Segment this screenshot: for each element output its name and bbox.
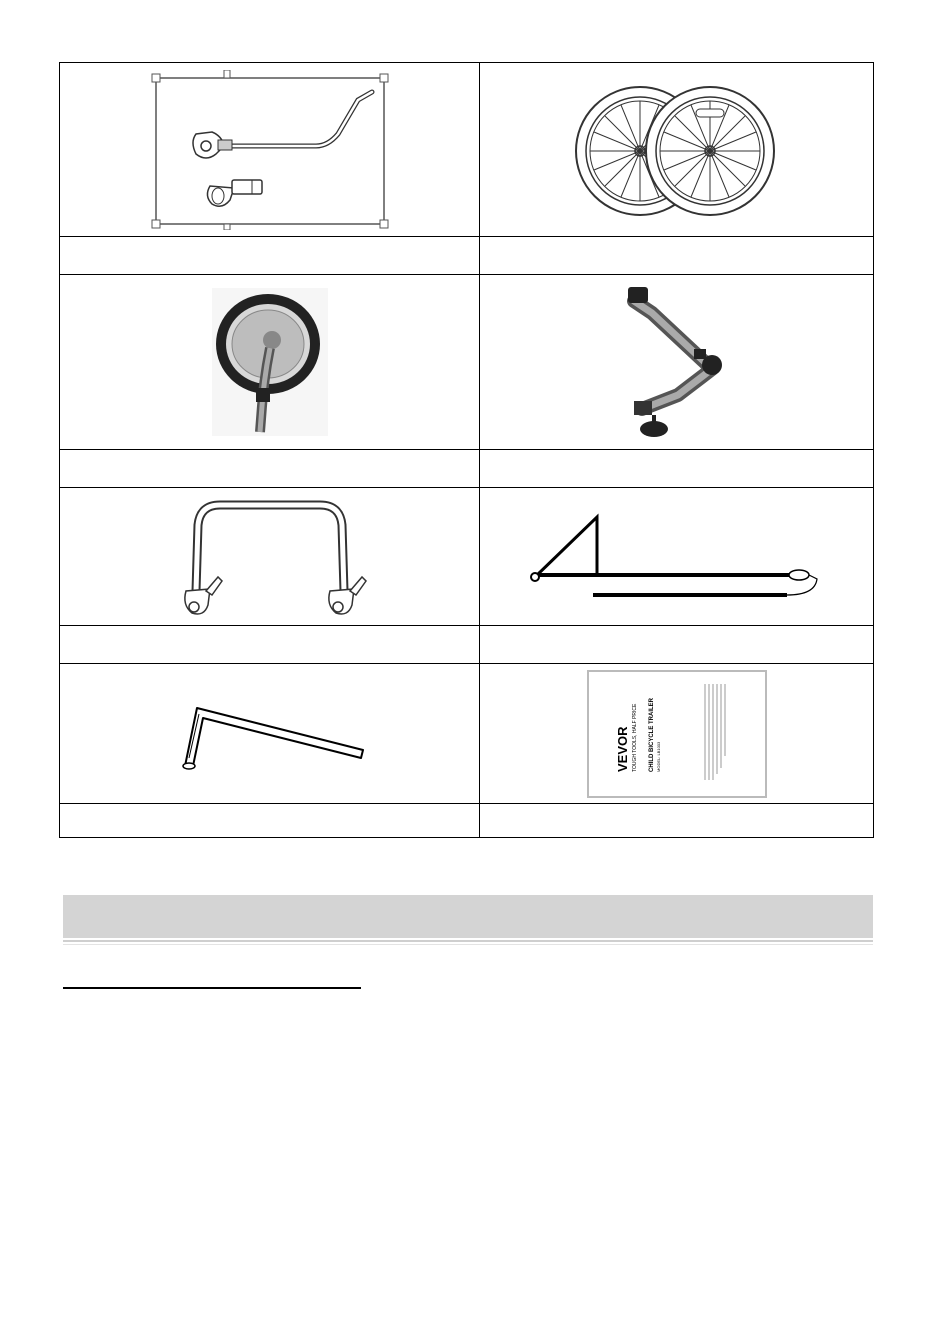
rear-wheels-illustration [572,75,782,225]
front-wheel-photo [212,288,328,436]
safety-flag-illustration [527,507,827,607]
manual-brand: VEVOR [614,725,630,772]
part-label-8 [480,804,874,838]
part-image-cell-4 [480,275,874,450]
manual-title: CHILD BICYCLE TRAILER [648,697,655,772]
hitch-arm-photo [612,283,742,441]
part-label-1 [60,237,480,275]
handlebar-panel-illustration [150,70,390,230]
part-image-cell-5 [60,488,480,626]
part-label-5 [60,626,480,664]
part-image-cell-1 [60,63,480,237]
part-image-cell-3 [60,275,480,450]
part-label-4 [480,450,874,488]
instruction-manual-thumbnail [587,670,767,798]
part-label-2 [480,237,874,275]
sub-heading [63,965,361,989]
parts-list-table [59,62,874,838]
manual-model: MODEL: LB1003 [655,741,661,772]
hex-key-illustration [165,694,375,774]
part-label-7 [60,804,480,838]
part-label-3 [60,450,480,488]
part-image-cell-2 [480,63,874,237]
part-image-cell-7 [60,664,480,804]
manual-tagline: TOUGH TOOLS, HALF PRICE [631,703,638,772]
part-image-cell-8 [480,664,874,804]
part-label-6 [480,626,874,664]
section-divider [63,940,873,945]
push-bar-illustration [170,495,370,619]
section-heading-bar [63,895,873,938]
part-image-cell-6 [480,488,874,626]
